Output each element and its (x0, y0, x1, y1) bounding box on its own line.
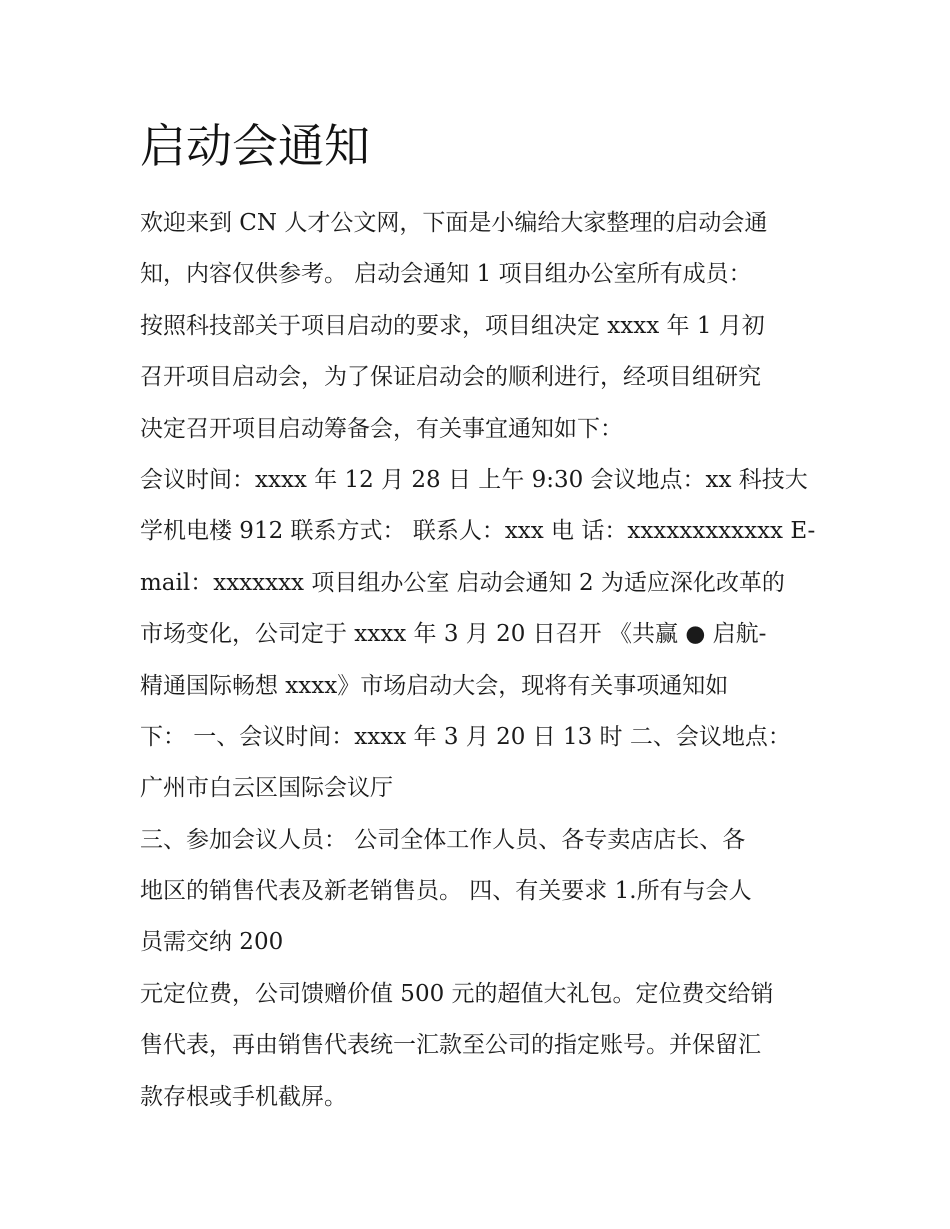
text-line: 知，内容仅供参考。 启动会通知 1 项目组办公室所有成员： (140, 261, 752, 288)
text-line: 市场变化，公司定于 xxxx 年 3 月 20 日召开 《共赢 ● 启航- (140, 621, 767, 648)
text-line: 三、参加会议人员： 公司全体工作人员、各专卖店店长、各 (140, 826, 746, 853)
text-line: 欢迎来到 CN 人才公文网，下面是小编给大家整理的启动会通 (140, 210, 768, 236)
text-line: 按照科技部关于项目启动的要求，项目组决定 xxxx 年 1 月初 (140, 312, 765, 339)
text-line: 员需交纳 200 (140, 929, 284, 956)
text-line: 学机电楼 912 联系方式： 联系人：xxx 电 话：xxxxxxxxxxxx E- (140, 518, 816, 545)
text-line: 元定位费，公司馈赠价值 500 元的超值大礼包。定位费交给销 (140, 980, 774, 1007)
text-line: 精通国际畅想 xxxx》市场启动大会，现将有关事项通知如 (140, 672, 729, 699)
text-line: mail：xxxxxxx 项目组办公室 启动会通知 2 为适应深化改革的 (140, 569, 785, 596)
text-line: 款存根或手机截屏。 (140, 1083, 347, 1110)
text-line: 广州市白云区国际会议厅 (140, 775, 393, 802)
text-line: 会议时间：xxxx 年 12 月 28 日 上午 9:30 会议地点：xx 科技大 (140, 466, 808, 493)
document-body (140, 198, 820, 1123)
page-title: 启动会通知 (140, 119, 370, 173)
text-line: 召开项目启动会，为了保证启动会的顺利进行，经项目组研究 (140, 364, 761, 391)
text-line: 地区的销售代表及新老销售员。 四、有关要求 1.所有与会人 (140, 878, 752, 905)
text-line: 决定召开项目启动筹备会，有关事宜通知如下： (140, 415, 623, 442)
text-line: 售代表，再由销售代表统一汇款至公司的指定账号。并保留汇 (140, 1032, 761, 1059)
text-line: 下： 一、会议时间：xxxx 年 3 月 20 日 13 时 二、会议地点： (140, 723, 791, 750)
